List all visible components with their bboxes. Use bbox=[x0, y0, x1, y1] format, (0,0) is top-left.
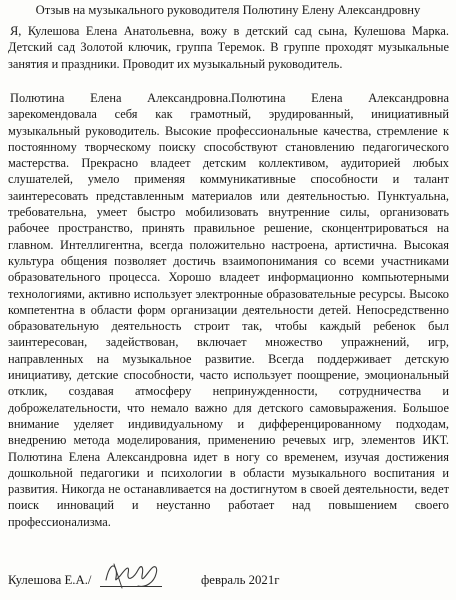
paragraph-intro: Я, Кулешова Елена Анатольевна, вожу в детский сад сына, Кулешова Марка. Детский сад Золотой ключик, группа Теремок. В группе проходят музыкальные занятия и праздники. Проводит их музыкальный руководитель. bbox=[8, 24, 449, 71]
signature-row bbox=[8, 570, 448, 596]
signer-name: Кулешова Е.А./ bbox=[8, 573, 92, 587]
paragraph-review: Полютина Елена Александровна.Полютина Елена Александровна зарекомендовала себя как грамотный, эрудированный, инициативный музыкальный руководитель. Высокие профессиональные качества, стремление к постоянному творческому поиску способствуют становлению педагогического мастерства. Прекрасно владеет детским коллективом, аудиторией любых слушателей, умело применяя коммуникативные способности и талант заинтересовать представленным материалов или деятельностью. Пунктуальна, требовательна, умеет быстро мобилизовать внутренние силы, организовать рабочее пространство, принять правильное решение, сконцентрироваться на главном. Интеллигентна, всегда положительно настроена, артистична. Высокая культура общения позволяет достичь взаимопонимания со всеми участниками образовательного процесса. Хорошо владеет информационно компьютерными технологиями, активно использует электронные образовательные ресурсы. Высоко компетентна в области форм организации деятельности детей. Непосредственно образовательную деятельность строит так, чтобы каждый ребенок был заинтересован, задействован, включает множество упражнений, игр, направленных на музыкальное развитие. Всегда поддерживает детскую инициативу, детские способности, часто использует поощрение, эмоциональный отклик, создавая атмосферу непринужденности, сотрудничества и доброжелательности, что немало важно для детского самовыражения. Большое внимание уделяет индивидуальному и дифференцированному подходам, внедрению метода моделирования, применению речевых игр, элементов ИКТ. Полютина Елена Александровна идет в ногу со временем, изучая достижения дошкольной педагогики и психологии в области музыкального воспитания и развития. Никогда не останавливается на достигнутом в своей деятельности, ведет поиск инноваций и неустанно работает над повышением своего профессионализма. bbox=[8, 91, 449, 529]
handwritten-signature bbox=[100, 558, 170, 592]
document-title: Отзыв на музыкального руководителя Полютину Елену Александровну bbox=[35, 3, 421, 17]
signature-date: февраль 2021г bbox=[201, 573, 280, 587]
